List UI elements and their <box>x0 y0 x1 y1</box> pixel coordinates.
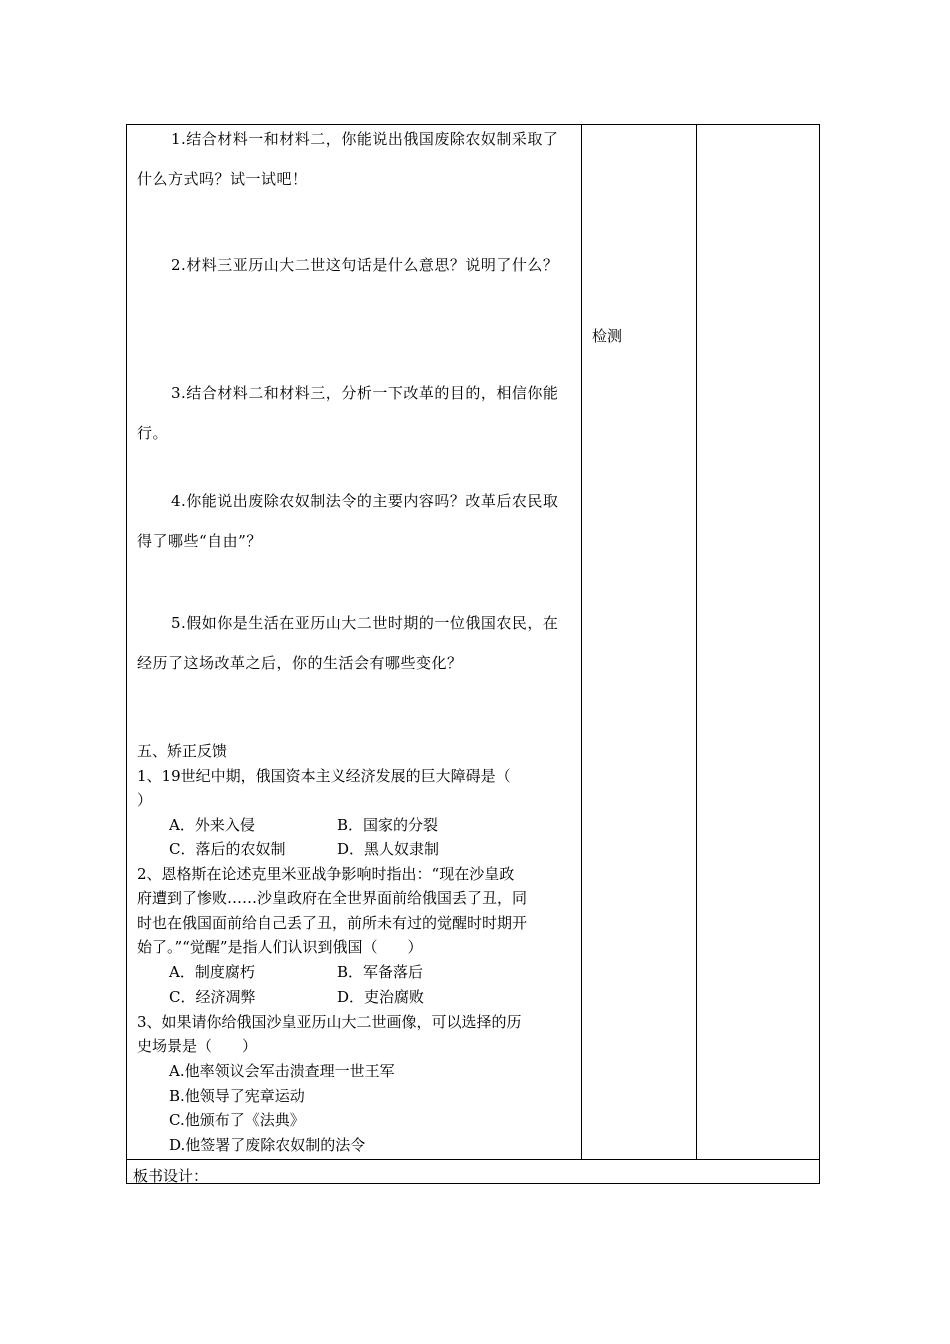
column-divider-1 <box>581 125 582 1159</box>
exercise-2-option-d: D．吏治腐败 <box>337 988 425 1006</box>
exercise-2-stem-line: 始了。”“觉醒”是指人们认识到俄国（ ） <box>137 938 423 956</box>
exercise-3-stem-line: 3、如果请你给俄国沙皇亚历山大二世画像，可以选择的历 <box>137 1013 522 1031</box>
exercise-2-option-a: A．制度腐朽 <box>169 963 255 981</box>
exercise-1-option-b: B．国家的分裂 <box>337 816 439 834</box>
detection-label: 检测 <box>592 327 623 345</box>
exercise-1-stem-end: ） <box>137 791 153 809</box>
row-divider <box>127 1159 819 1160</box>
lesson-table <box>126 124 820 1184</box>
exercise-3-stem-line: 史场景是（ ） <box>137 1037 258 1055</box>
exercise-2-stem-line: 时也在俄国面前给自己丢了丑，前所未有过的觉醒时时期开 <box>137 914 528 932</box>
question-5: 5.假如你是生活在亚历山大二世时期的一位俄国农民，在经历了这场改革之后，你的生活会有哪些变化？ <box>137 614 559 672</box>
question-4: 4.你能说出废除农奴制法令的主要内容吗？改革后农民取得了哪些“自由”？ <box>137 492 559 550</box>
exercise-1-stem: 1、19世纪中期，俄国资本主义经济发展的巨大障碍是（ <box>137 767 511 785</box>
exercise-2-option-b: B．军备落后 <box>337 963 424 981</box>
exercise-2-option-c: C．经济凋弊 <box>169 988 256 1006</box>
exercise-2-stem-line: 府遭到了惨败……沙皇政府在全世界面前给俄国丢了丑，同 <box>137 889 528 907</box>
question-3: 3.结合材料二和材料三，分析一下改革的目的，相信你能行。 <box>137 384 559 442</box>
exercise-2-stem-line: 2、恩格斯在论述克里米亚战争影响时指出：“现在沙皇政 <box>137 865 515 883</box>
exercise-3-option-b: B.他领导了宪章运动 <box>169 1087 305 1105</box>
exercise-3-option-d: D.他签署了废除农奴制的法令 <box>169 1136 366 1154</box>
exercise-3-option-a: A.他率领议会军击溃查理一世王军 <box>169 1062 395 1080</box>
section-title: 五、矫正反馈 <box>137 742 228 760</box>
question-2: 2.材料三亚历山大二世这句话是什么意思？说明了什么？ <box>171 256 559 274</box>
column-divider-2 <box>696 125 697 1159</box>
exercise-1-option-a: A．外来入侵 <box>169 816 255 834</box>
board-design-label: 板书设计： <box>133 1167 209 1185</box>
exercise-1-option-d: D．黑人奴隶制 <box>337 840 440 858</box>
question-1: 1.结合材料一和材料二，你能说出俄国废除农奴制采取了什么方式吗？试一试吧！ <box>137 130 559 188</box>
exercise-3-option-c: C.他颁布了《法典》 <box>169 1111 305 1129</box>
exercise-1-option-c: C．落后的农奴制 <box>169 840 286 858</box>
main-content-cell <box>127 125 581 1159</box>
